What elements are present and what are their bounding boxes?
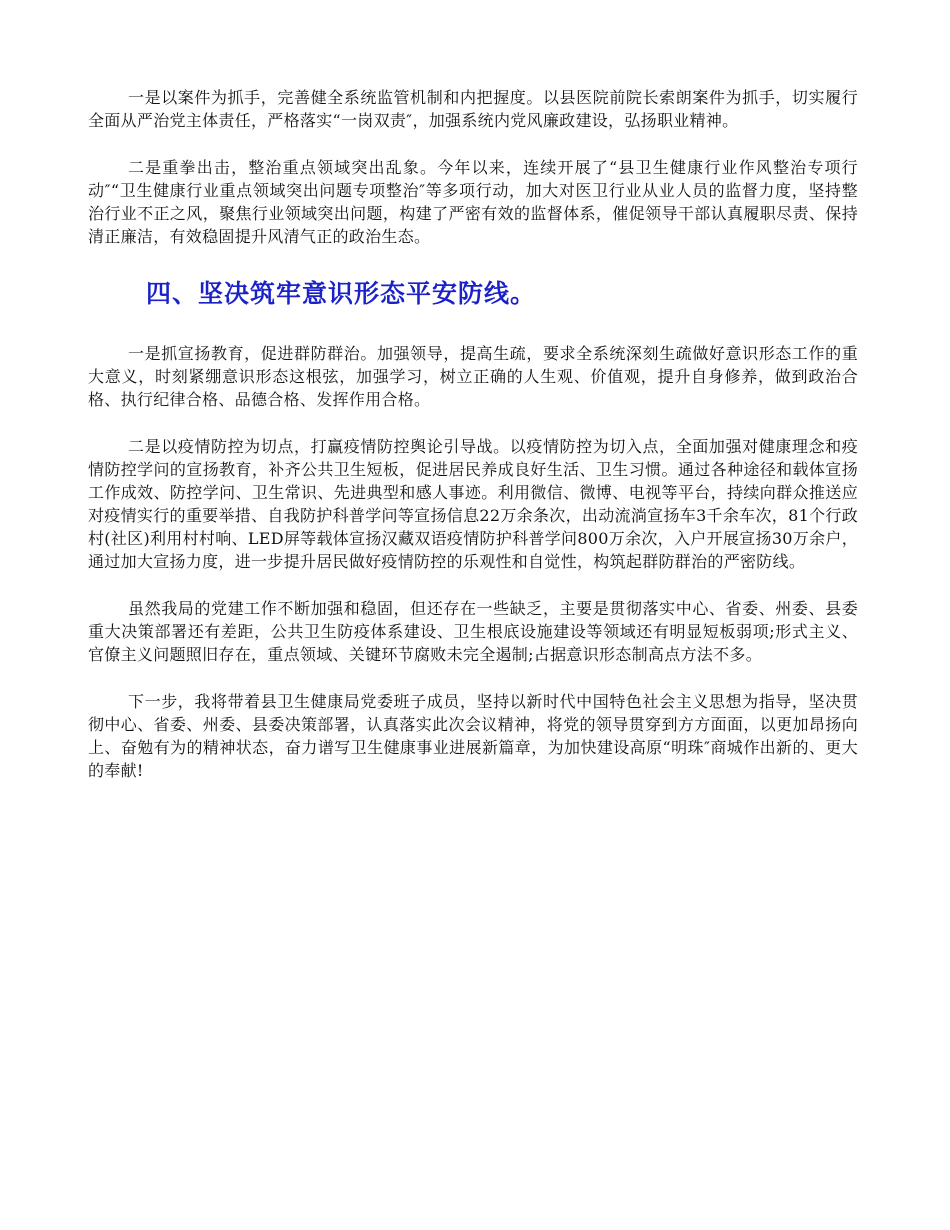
paragraph-rectification: 二是重拳出击，整治重点领域突出乱象。今年以来，连续开展了“县卫生健康行业作风整治专项行动″“卫生健康行业重点领域突出问题专项整治″等多项行动，加大对医卫行业从业人员的监督力度，坚持整治行业不正之风，聚焦行业领域突出问题，构建了严密有效的监督体系，催促领导干部认真履职尽责、保持清正廉洁，有效稳固提升风清气正的政治生态。 xyxy=(88,158,858,246)
paragraph-epidemic-prevention: 二是以疫情防控为切点，打赢疫情防控舆论引导战。以疫情防控为切入点，全面加强对健康理念和疫情防控学问的宣扬教育，补齐公共卫生短板，促进居民养成良好生活、卫生习惯。通过各种途径和载体宣扬工作成效、防控学问、卫生常识、先进典型和感人事迹。利用微信、微博、电视等平台，持续向群众推送应对疫情实行的重要举措、自我防护科普学问等宣扬信息22万余条次，出动流淌宣扬车3千余车次，81个行政村(社区)利用村村响、LED屏等载体宣扬汉藏双语疫情防护科普学问800万余次，入户开展宣扬30万余户，通过加大宣扬力度，进一步提升居民做好疫情防控的乐观性和自觉性，构筑起群防群治的严密防线。 xyxy=(88,437,858,571)
document-body xyxy=(88,86,858,782)
paragraph-shortcomings: 虽然我局的党建工作不断加强和稳固，但还存在一些缺乏，主要是贯彻落实中心、省委、州委、县委重大决策部署还有差距，公共卫生防疫体系建设、卫生根底设施建设等领域还有明显短板弱项;形式主义、官僚主义问题照旧存在，重点领域、关键环节腐败未完全遏制;占据意识形态制高点方法不多。 xyxy=(88,599,858,664)
section-heading: 四、坚决筑牢意识形态平安防线。 xyxy=(146,279,537,308)
paragraph-next-steps: 下一步，我将带着县卫生健康局党委班子成员，坚持以新时代中国特色社会主义思想为指导，坚决贯彻中心、省委、州委、县委决策部署，认真落实此次会议精神，将党的领导贯穿到方方面面，以更加昂扬向上、奋勉有为的精神状态，奋力谱写卫生健康事业进展新篇章，为加快建设高原“明珠″商城作出新的、更大的奉献! xyxy=(88,692,858,780)
paragraph-case-supervision: 一是以案件为抓手，完善健全系统监管机制和内把握度。以县医院前院长索朗案件为抓手，切实履行全面从严治党主体责任，严格落实“一岗双责″，加强系统内党风廉政建设，弘扬职业精神。 xyxy=(88,88,858,130)
paragraph-publicity-education: 一是抓宣扬教育，促进群防群治。加强领导，提高生疏，要求全系统深刻生疏做好意识形态工作的重大意义，时刻紧绷意识形态这根弦，加强学习，树立正确的人生观、价值观，提升自身修养，做到政治合格、执行纪律合格、品德合格、发挥作用合格。 xyxy=(88,344,858,409)
